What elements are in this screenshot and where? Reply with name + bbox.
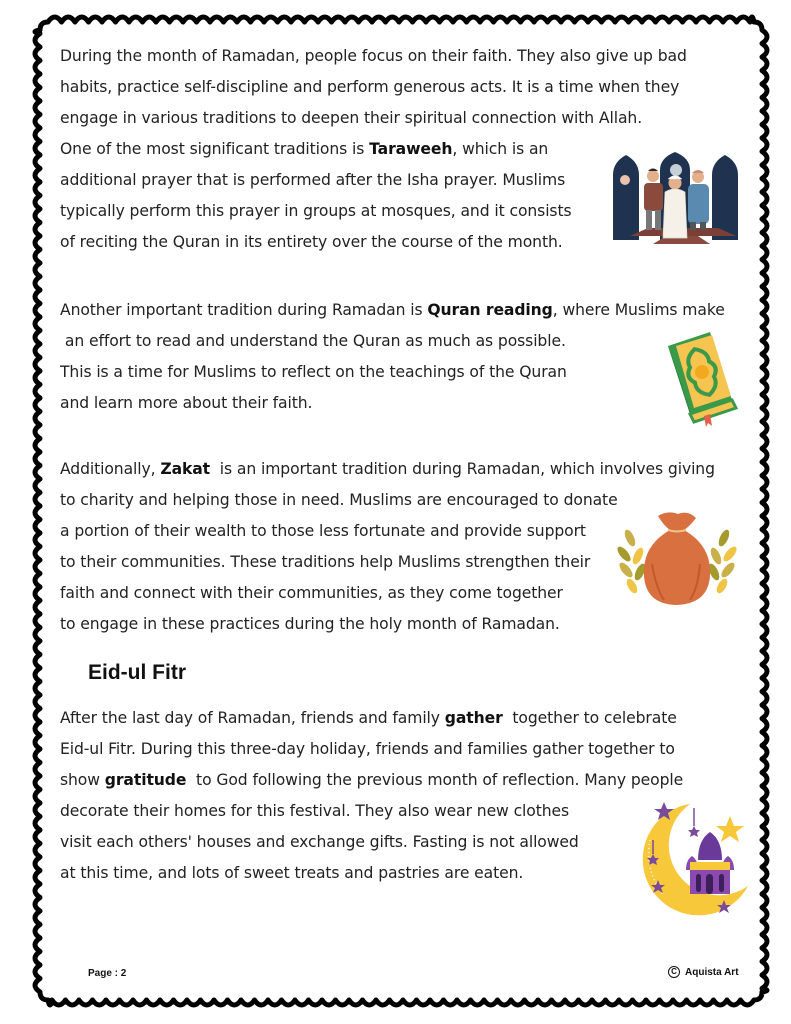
- text-run: an effort to read and understand the Quran as much as possible.: [60, 332, 566, 350]
- quran-book-illustration: [660, 328, 738, 428]
- text-line: [60, 103, 687, 134]
- text-line: [60, 134, 687, 165]
- text-run: to their communities. These traditions help Muslims strengthen their: [60, 553, 591, 571]
- text-run: decorate their homes for this festival. They also wear new clothes: [60, 802, 570, 820]
- text-line: [60, 41, 687, 72]
- text-line: [60, 703, 683, 734]
- text-run: During the month of Ramadan, people focus on their faith. They also give up bad: [60, 47, 687, 65]
- text-line: [60, 796, 683, 827]
- text-line: [60, 388, 725, 419]
- text-run: habits, practice self-discipline and perform generous acts. It is a time when they: [60, 78, 680, 96]
- text-run: to charity and helping those in need. Muslims are encouraged to donate: [60, 491, 618, 509]
- paragraph-quran-reading: [60, 295, 725, 419]
- text-run: together to celebrate: [502, 709, 677, 727]
- text-run: This is a time for Muslims to reflect on the teachings of the Quran: [60, 363, 567, 381]
- text-line: [60, 72, 687, 103]
- copyright-icon: C: [668, 966, 680, 978]
- text-line: [60, 734, 683, 765]
- text-run: Eid-ul Fitr. During this three-day holiday, friends and families gather together to: [60, 740, 675, 758]
- text-run: additional prayer that is performed after the Isha prayer. Muslims: [60, 171, 566, 189]
- text-run: faith and connect with their communities, as they come together: [60, 584, 563, 602]
- text-line: [60, 858, 683, 889]
- text-run: to engage in these practices during the holy month of Ramadan.: [60, 615, 560, 633]
- text-line: [60, 165, 687, 196]
- text-run: and learn more about their faith.: [60, 394, 313, 412]
- text-line: [60, 196, 687, 227]
- paragraph-intro: [60, 41, 687, 258]
- brand-name: Aquista Art: [685, 966, 739, 978]
- text-line: [60, 765, 683, 796]
- bold-keyword: Taraweeh: [369, 140, 453, 158]
- praying-men-illustration: [608, 150, 743, 245]
- bold-keyword: Quran reading: [427, 301, 553, 319]
- text-run: to God following the previous month of reflection. Many people: [186, 771, 684, 789]
- page-number: Page : 2: [88, 968, 127, 979]
- text-run: Additionally,: [60, 460, 161, 478]
- bold-keyword: gratitude: [104, 771, 187, 789]
- text-run: , which is an: [452, 140, 549, 158]
- text-line: [60, 827, 683, 858]
- text-run: show: [60, 771, 105, 789]
- paragraph-eid: [60, 703, 683, 889]
- text-run: visit each others' houses and exchange gifts. Fasting is not allowed: [60, 833, 579, 851]
- text-run: is an important tradition during Ramadan, which involves giving: [210, 460, 715, 478]
- text-run: typically perform this prayer in groups at mosques, and it consists: [60, 202, 572, 220]
- text-run: After the last day of Ramadan, friends and family: [60, 709, 445, 727]
- text-run: engage in various traditions to deepen their spiritual connection with Allah.: [60, 109, 643, 127]
- text-run: of reciting the Quran in its entirety over the course of the month.: [60, 233, 563, 251]
- text-run: , where Muslims make: [552, 301, 725, 319]
- text-run: One of the most significant traditions is: [60, 140, 370, 158]
- copyright-credit: [668, 966, 739, 978]
- text-line: [60, 357, 725, 388]
- bold-keyword: gather: [444, 709, 503, 727]
- heading-eid-ul-fitr: Eid-ul Fitr: [88, 661, 186, 684]
- text-line: [60, 326, 725, 357]
- text-line: [60, 227, 687, 258]
- text-line: [60, 609, 715, 640]
- text-run: a portion of their wealth to those less fortunate and provide support: [60, 522, 586, 540]
- text-line: [60, 295, 725, 326]
- zakat-bag-illustration: [612, 508, 744, 608]
- crescent-mosque-illustration: [630, 800, 754, 916]
- text-run: Another important tradition during Ramadan is: [60, 301, 428, 319]
- text-line: [60, 454, 715, 485]
- bold-keyword: Zakat: [160, 460, 211, 478]
- text-run: at this time, and lots of sweet treats and pastries are eaten.: [60, 864, 524, 882]
